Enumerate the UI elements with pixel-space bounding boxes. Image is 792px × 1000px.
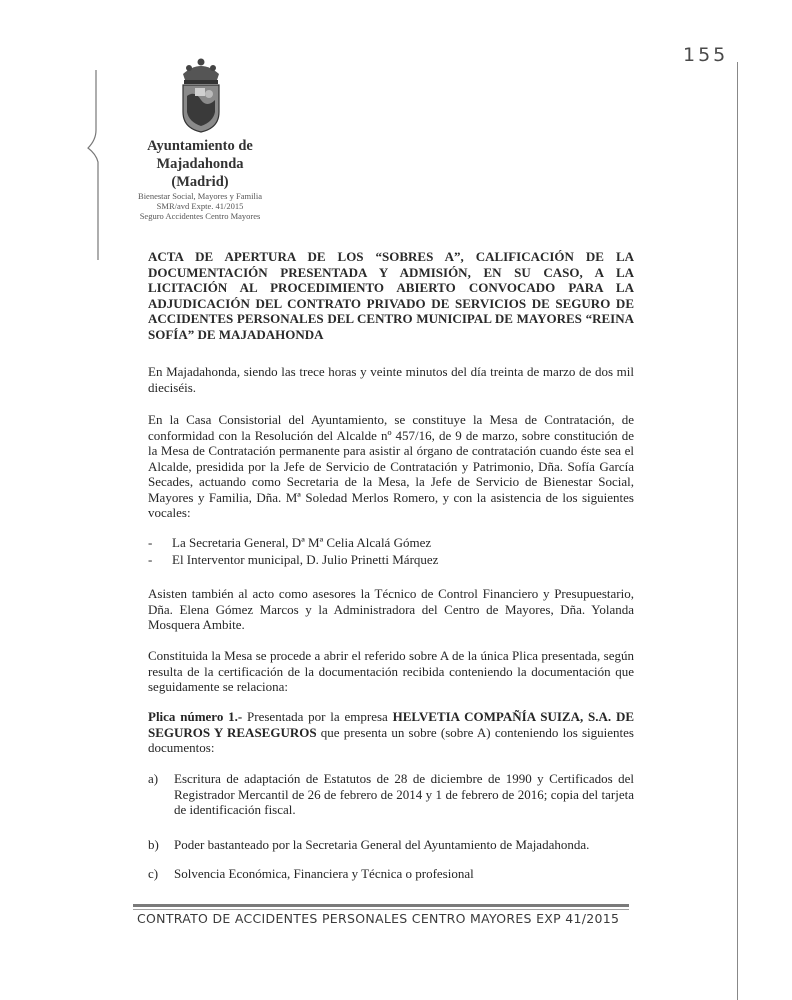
constitution-paragraph: En la Casa Consistorial del Ayuntamiento, se constituye la Mesa de Contratación, de conformidad con la Resolución del Alcalde nº 457/16, de 9 de marzo, sobre constitución de la Mesa de Contratación permanente para asistir al órgano de contratación cuando éste sea el Alcalde, presidida por la Jefe de Servicio de Contratación y Patrimonio, Dña. Sofía García Secades, actuando como Secretaria de la Mesa, la Jefe de Servicio de Bienestar Social, Mayores y Familia, Dña. Mª Soledad Merlos Romero, y con la asistencia de los siguientes vocales: <box>148 412 634 520</box>
page-number: 155 <box>683 44 729 66</box>
department-reference: Bienestar Social, Mayores y Familia SMR/avd Expte. 41/2015 Seguro Accidentes Centro Mayores <box>138 191 262 221</box>
advisors-paragraph: Asisten también al acto como asesores la Técnico de Control Financiero y Presupuestario, Dña. Elena Gómez Marcos y la Administradora del Centro de Mayores, Dña. Yolanda Mosquera Ambite. <box>148 586 634 632</box>
document-title: ACTA DE APERTURA DE LOS “SOBRES A”, CALIFICACIÓN DE LA DOCUMENTACIÓN PRESENTADA Y ADMISIÓN, EN SU CASO, A LA LICITACIÓN AL PROCEDIMIENTO ABIERTO CONVOCADO PARA LA ADJUDICACIÓN DEL CONTRATO PRIVADO DE SERVICIOS DE SEGURO DE ACCIDENTES PERSONALES DEL CENTRO MUNICIPAL DE MAYORES “REINA SOFÍA” DE MAJADAHONDA <box>148 249 634 342</box>
opening-procedure-paragraph: Constituida la Mesa se procede a abrir el referido sobre A de la única Plica presentada, según resulta de la certificación de la documentación recibida conteniendo la documentación que seguidamente se relaciona: <box>148 648 634 694</box>
footer-rule <box>133 904 629 907</box>
coat-of-arms-icon <box>175 56 227 134</box>
list-item: - La Secretaria General, Dª Mª Celia Alcalá Gómez <box>148 535 432 550</box>
list-item: c) Solvencia Económica, Financiera y Técnica o profesional <box>148 866 474 881</box>
page-edge-line <box>737 62 738 1000</box>
footer-text: CONTRATO DE ACCIDENTES PERSONALES CENTRO MAYORES EXP 41/2015 <box>137 911 620 926</box>
margin-pen-stroke <box>84 70 108 260</box>
council-name: Ayuntamiento de Majadahonda (Madrid) <box>147 138 253 190</box>
vocales-list <box>148 534 634 568</box>
list-item: a) Escritura de adaptación de Estatutos de 28 de diciembre de 1990 y Certificados del Registrador Mercantil de 26 de febrero de 2014 y 1 de febrero de 2016; copia del tarjeta de identificación fiscal. <box>148 771 634 817</box>
list-item: - El Interventor municipal, D. Julio Prinetti Márquez <box>148 552 439 567</box>
list-item: b) Poder bastanteado por la Secretaria General del Ayuntamiento de Majadahonda. <box>148 837 590 852</box>
opening-paragraph: En Majadahonda, siendo las trece horas y veinte minutos del día treinta de marzo de dos mil dieciséis. <box>148 364 634 395</box>
footer-rule <box>133 909 629 910</box>
plica-paragraph: Plica número 1.- Presentada por la empresa HELVETIA COMPAÑÍA SUIZA, S.A. DE SEGUROS Y REASEGUROS que presenta un sobre (sobre A) conteniendo los siguientes documentos: <box>148 709 634 755</box>
